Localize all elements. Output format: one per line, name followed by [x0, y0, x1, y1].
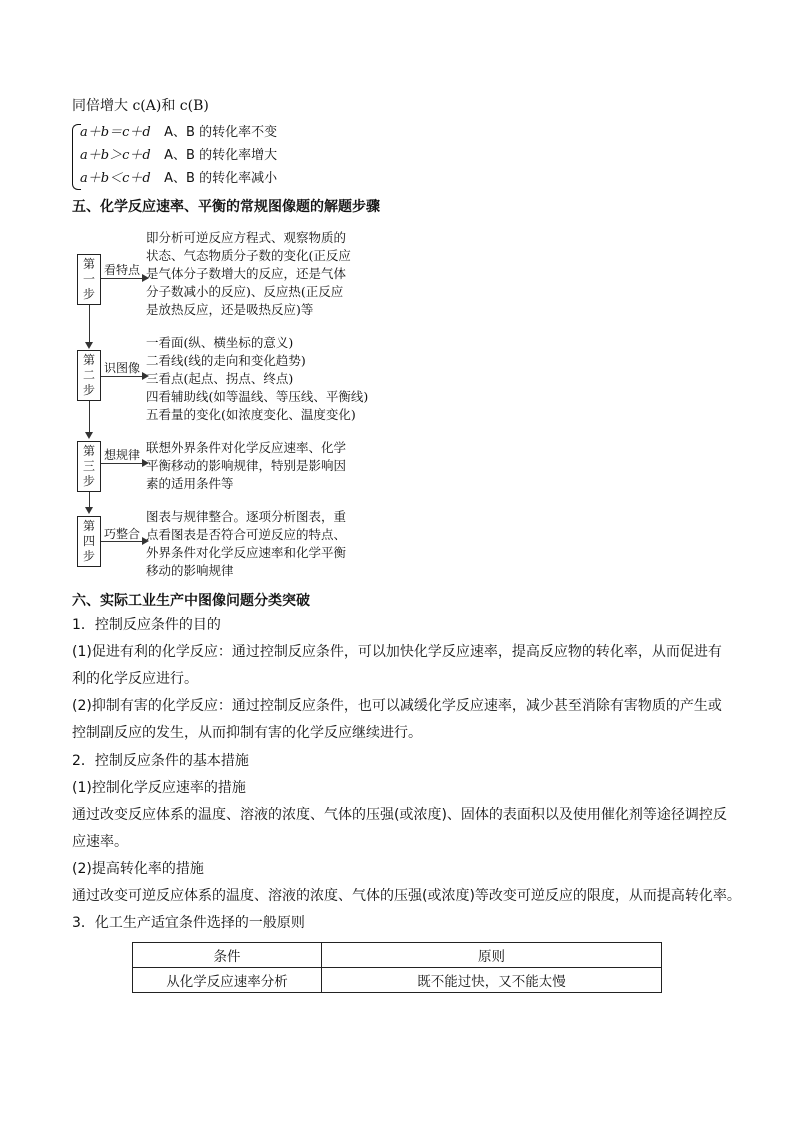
step-box-char: 四 — [82, 534, 95, 548]
case-row — [80, 147, 277, 165]
case-result: A、B 的转化率不变 — [164, 125, 278, 140]
case-result: A、B 的转化率增大 — [164, 148, 278, 163]
step-box-2 — [77, 350, 101, 401]
step-box-char: 步 — [82, 474, 95, 488]
paragraph-line: 通过改变可逆反应体系的温度、溶液的浓度、气体的压强(或浓度)等改变可逆反应的限度，从而提高转化率。 — [72, 888, 741, 904]
conditions-table — [132, 942, 662, 993]
step-box-char: 第 — [82, 257, 95, 271]
subsection-title: 2．控制反应条件的基本措施 — [72, 753, 249, 769]
description-line: 状态、气态物质分子数的变化(正反应 — [146, 248, 351, 263]
step-box-char: 二 — [82, 368, 95, 382]
step-description-3 — [146, 439, 346, 493]
intro-line: 同倍增大 c(A)和 c(B) — [72, 98, 209, 114]
step-description-1 — [146, 229, 351, 319]
description-line: 平衡移动的影响规律，特别是影响因 — [146, 458, 347, 473]
step-box-char: 第 — [82, 353, 95, 367]
table-header-row — [133, 943, 662, 968]
step-box-char: 步 — [82, 383, 95, 397]
connector-line — [89, 303, 90, 345]
step-label-2: 识图像 — [104, 361, 141, 375]
description-line: 分子数减小的反应)、反应热(正反应 — [146, 284, 344, 299]
description-line: 素的适用条件等 — [146, 476, 234, 491]
description-line: 联想外界条件对化学反应速率、化学 — [146, 440, 347, 455]
paragraph-line: (2)抑制有害的化学反应：通过控制反应条件，也可以减缓化学反应速率，减少甚至消除有害物质的产生或 — [72, 698, 722, 714]
paragraph-line: 应速率。 — [72, 834, 128, 850]
description-line: 二看线(线的走向和变化趋势) — [146, 353, 306, 368]
step-box-char: 第 — [82, 519, 95, 533]
description-line: 三看点(起点、拐点、终点) — [146, 371, 294, 386]
connector-line — [101, 278, 143, 279]
step-box-char: 一 — [82, 272, 95, 286]
step-box-char: 三 — [82, 459, 95, 473]
connector-line — [101, 463, 143, 464]
step-label-4: 巧整合 — [104, 527, 141, 541]
paragraph-line: (1)促进有利的化学反应：通过控制反应条件，可以加快化学反应速率，提高反应物的转化率，从而促进有 — [72, 644, 722, 660]
connector-line — [101, 541, 143, 542]
case-condition: a＋b＞c＋d — [80, 148, 151, 163]
description-line: 移动的影响规律 — [146, 563, 234, 578]
description-line: 即分析可逆反应方程式、观察物质的 — [146, 230, 347, 245]
section-6-title: 六、实际工业生产中图像问题分类突破 — [72, 593, 310, 609]
step-box-char: 第 — [82, 444, 95, 458]
paragraph-line: 通过改变反应体系的温度、溶液的浓度、气体的压强(或浓度)、固体的表面积以及使用催化剂等途径调控反 — [72, 807, 727, 823]
step-box-char: 步 — [82, 549, 95, 563]
description-line: 是放热反应，还是吸热反应)等 — [146, 302, 314, 317]
description-line: 四看辅助线(如等温线、等压线、平衡线) — [146, 389, 369, 404]
table-header-cell: 条件 — [133, 943, 322, 968]
arrow-down-icon — [85, 507, 93, 514]
step-box-1 — [77, 254, 101, 305]
subsection-title: 1．控制反应条件的目的 — [72, 617, 221, 633]
step-description-4 — [146, 508, 346, 580]
arrow-down-icon — [85, 342, 93, 349]
description-line: 一看面(纵、横坐标的意义) — [146, 335, 294, 350]
case-condition: a＋b＜c＋d — [80, 171, 151, 186]
sub-heading: (1)控制化学反应速率的措施 — [72, 780, 246, 796]
description-line: 五看量的变化(如浓度变化、温度变化) — [146, 407, 356, 422]
subsection-title: 3．化工生产适宜条件选择的一般原则 — [72, 915, 305, 931]
paragraph-line: 利的化学反应进行。 — [72, 671, 198, 687]
paragraph-line: 控制副反应的发生，从而抑制有害的化学反应继续进行。 — [72, 725, 422, 741]
table-cell: 从化学反应速率分析 — [133, 968, 322, 993]
case-row — [80, 170, 277, 188]
description-line: 图表与规律整合。逐项分析图表，重 — [146, 509, 347, 524]
case-result: A、B 的转化率减小 — [164, 171, 278, 186]
step-box-char: 步 — [82, 287, 95, 301]
table-row — [133, 968, 662, 993]
step-description-2 — [146, 334, 368, 424]
step-box-3 — [77, 441, 101, 492]
connector-line — [101, 376, 143, 377]
case-condition: a＋b＝c＋d — [80, 125, 151, 140]
table-cell: 既不能过快，又不能太慢 — [322, 968, 662, 993]
section-5-title: 五、化学反应速率、平衡的常规图像题的解题步骤 — [72, 199, 380, 215]
sub-heading: (2)提高转化率的措施 — [72, 861, 204, 877]
step-label-1: 看特点 — [104, 263, 141, 277]
description-line: 是气体分子数增大的反应，还是气体 — [146, 266, 347, 281]
connector-line — [89, 399, 90, 435]
case-row — [80, 124, 277, 142]
step-box-4 — [77, 516, 101, 567]
step-label-3: 想规律 — [104, 448, 141, 462]
arrow-down-icon — [85, 432, 93, 439]
description-line: 点看图表是否符合可逆反应的特点、 — [146, 527, 347, 542]
table-header-cell: 原则 — [322, 943, 662, 968]
description-line: 外界条件对化学反应速率和化学平衡 — [146, 545, 347, 560]
